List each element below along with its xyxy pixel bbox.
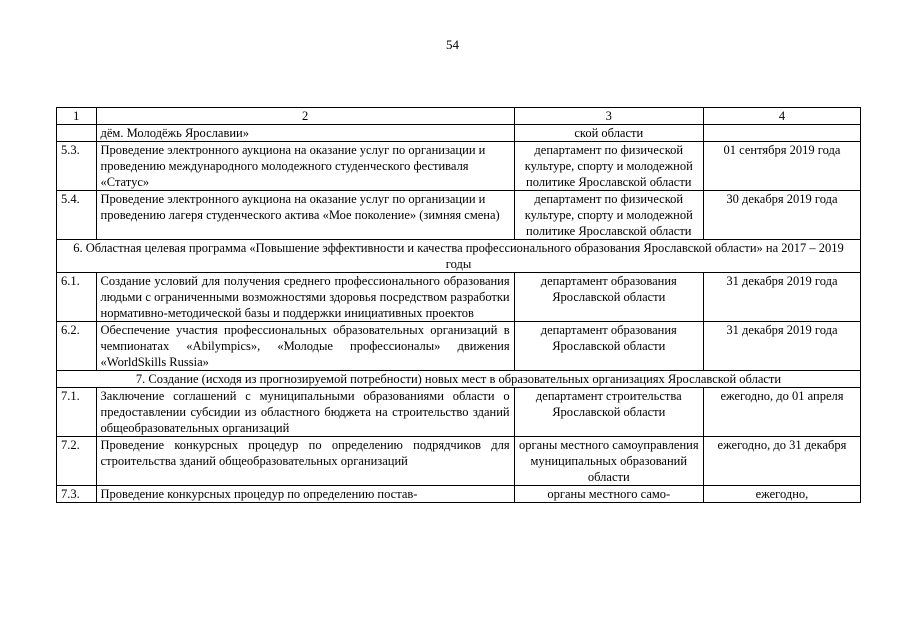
row-dept: департамент строительства Ярославской области — [514, 388, 703, 437]
row-number: 7.2. — [57, 437, 97, 486]
row-text: Проведение электронного аукциона на оказание услуг по организации и проведению международного молодежного студенческого фестиваля «Статус» — [96, 142, 514, 191]
row-dept: департамент образования Ярославской области — [514, 273, 703, 322]
table-header-row — [57, 108, 861, 125]
row-number: 5.4. — [57, 191, 97, 240]
row-date: ежегодно, до 31 декабря — [703, 437, 860, 486]
row-date: 30 декабря 2019 года — [703, 191, 860, 240]
header-col-1: 1 — [57, 108, 97, 125]
header-col-2: 2 — [96, 108, 514, 125]
section-header-row — [57, 240, 861, 273]
row-number: 6.1. — [57, 273, 97, 322]
page-number: 54 — [446, 37, 459, 52]
row-date: 31 декабря 2019 года — [703, 322, 860, 371]
row-date: ежегодно, — [703, 486, 860, 503]
row-text: дём. Молодёжь Ярославии» — [96, 125, 514, 142]
table-row — [57, 191, 861, 240]
header-col-3: 3 — [514, 108, 703, 125]
row-dept: органы местного самоуправления муниципальных образований области — [514, 437, 703, 486]
row-date — [703, 125, 860, 142]
row-text: Проведение конкурсных процедур по определению постав- — [96, 486, 514, 503]
row-number: 7.1. — [57, 388, 97, 437]
table-row — [57, 322, 861, 371]
plan-table — [56, 107, 861, 503]
row-dept: департамент по физической культуре, спорту и молодежной политике Ярославской области — [514, 142, 703, 191]
header-col-4: 4 — [703, 108, 860, 125]
row-dept: департамент образования Ярославской области — [514, 322, 703, 371]
table-row — [57, 486, 861, 503]
row-date: 01 сентября 2019 года — [703, 142, 860, 191]
row-date: 31 декабря 2019 года — [703, 273, 860, 322]
row-number: 6.2. — [57, 322, 97, 371]
row-text: Обеспечение участия профессиональных образовательных организаций в чемпионатах «Abilympics», «Молодые профессионалы» движения «WorldSkills Russia» — [96, 322, 514, 371]
row-text: Проведение конкурсных процедур по определению подрядчиков для строительства зданий общеобразовательных организаций — [96, 437, 514, 486]
row-number: 7.3. — [57, 486, 97, 503]
row-dept: департамент по физической культуре, спорту и молодежной политике Ярославской области — [514, 191, 703, 240]
row-date: ежегодно, до 01 апреля — [703, 388, 860, 437]
table-row — [57, 388, 861, 437]
row-dept: органы местного само- — [514, 486, 703, 503]
section-title: 6. Областная целевая программа «Повышение эффективности и качества профессионального образования Ярославской области» на 2017 – 2019 годы — [57, 240, 861, 273]
row-dept: ской области — [514, 125, 703, 142]
table-row — [57, 273, 861, 322]
row-number: 5.3. — [57, 142, 97, 191]
row-number — [57, 125, 97, 142]
table-row — [57, 125, 861, 142]
table-row — [57, 142, 861, 191]
row-text: Создание условий для получения среднего профессионального образования людьми с ограниченными возможностями здоровья посредством разработки нормативно-методической базы и поддержки инициативных проектов — [96, 273, 514, 322]
section-header-row — [57, 371, 861, 388]
row-text: Проведение электронного аукциона на оказание услуг по организации и проведению лагеря студенческого актива «Мое поколение» (зимняя смена) — [96, 191, 514, 240]
table-row — [57, 437, 861, 486]
section-title: 7. Создание (исходя из прогнозируемой потребности) новых мест в образовательных организациях Ярославской области — [57, 371, 861, 388]
row-text: Заключение соглашений с муниципальными образованиями области о предоставлении субсидии из областного бюджета на строительство зданий общеобразовательных организаций — [96, 388, 514, 437]
